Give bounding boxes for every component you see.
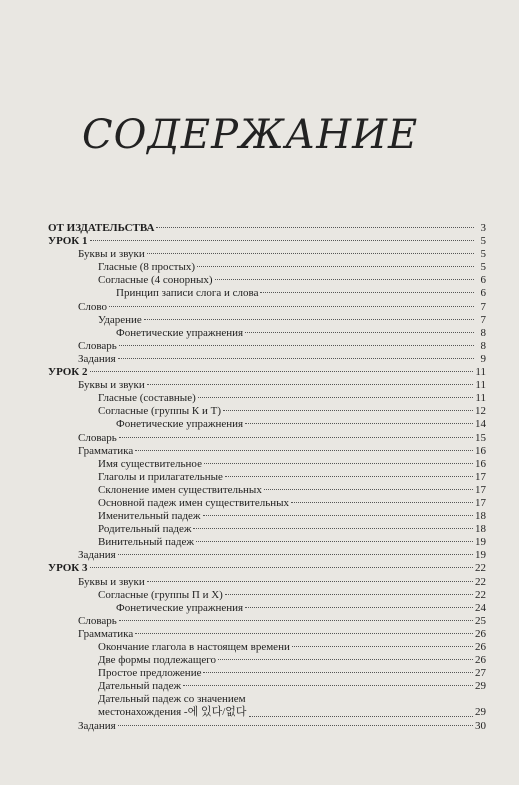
dot-leader [147, 384, 474, 385]
toc-entry-label: Склонение имен существительных [98, 483, 262, 496]
toc-entry-label: Дательный падеж со значением [98, 693, 246, 706]
toc-entry-label: Окончание глагола в настоящем времени [98, 641, 290, 653]
dot-leader [90, 240, 474, 241]
toc-entry-page-number: 6 [480, 274, 486, 287]
toc-entry-page-number: 29 [475, 680, 486, 693]
toc-entry-page-number: 17 [475, 483, 486, 496]
dot-leader [245, 423, 473, 424]
dot-leader [118, 358, 474, 359]
dot-leader [147, 581, 473, 582]
toc-entry-label: Слово [78, 300, 107, 313]
toc-entry-label: Буквы и звуки [78, 248, 145, 261]
toc-entry-page-number: 7 [480, 300, 486, 313]
dot-leader [147, 253, 474, 254]
toc-entry-label: Буквы и звуки [78, 379, 145, 392]
toc-entry[interactable] [48, 379, 486, 392]
dot-leader [144, 319, 474, 320]
toc-entry-page-number: 26 [475, 627, 486, 640]
dot-leader [156, 227, 474, 228]
toc-entry[interactable] [48, 536, 486, 549]
dot-leader [135, 633, 473, 634]
toc-entry-page-number: 5 [480, 235, 486, 248]
toc-entry[interactable] [48, 693, 486, 719]
dot-leader [291, 502, 473, 503]
toc-entry[interactable] [48, 510, 486, 523]
toc-entry[interactable] [48, 340, 486, 353]
toc-entry-label: Словарь [78, 339, 117, 352]
toc-entry-page-number: 16 [475, 444, 486, 457]
toc-entry-label: УРОК 3 [48, 562, 88, 575]
table-of-contents [48, 222, 486, 733]
toc-entry-label: Фонетические упражнения [116, 601, 244, 614]
toc-entry-page-number: 11 [475, 392, 486, 405]
toc-entry[interactable] [48, 549, 486, 562]
toc-entry-label: Буквы и звуки [78, 575, 145, 588]
dot-leader [118, 725, 473, 726]
dot-leader [119, 345, 474, 346]
toc-entry[interactable] [48, 222, 486, 235]
toc-entry-label: Задания [78, 719, 116, 732]
dot-leader [135, 450, 473, 451]
toc-entry[interactable] [48, 523, 486, 536]
toc-entry-label: Простое предложение [98, 667, 202, 680]
toc-entry[interactable] [48, 471, 486, 484]
toc-entry-label: Две формы подлежащего [98, 654, 216, 667]
toc-entry-label: Фонетические упражнения [116, 418, 244, 431]
toc-entry[interactable] [48, 576, 486, 589]
toc-entry[interactable] [48, 274, 486, 287]
dot-leader [203, 515, 473, 516]
toc-entry-label: Основной падеж имен существительных [98, 496, 290, 509]
toc-entry-page-number: 26 [475, 641, 486, 653]
toc-entry[interactable] [48, 628, 486, 641]
dot-leader [196, 541, 473, 542]
toc-entry-page-number: 25 [475, 614, 486, 627]
toc-entry[interactable] [48, 445, 486, 458]
toc-entry-label: Согласные (4 сонорных) [98, 274, 213, 287]
toc-entry-page-number: 22 [475, 588, 486, 601]
toc-entry-page-number: 19 [475, 536, 486, 549]
toc-entry[interactable] [48, 562, 486, 575]
toc-entry-label: Ударение [98, 313, 142, 326]
dot-leader [204, 463, 473, 464]
toc-entry-label: Грамматика [78, 627, 134, 640]
toc-entry[interactable] [48, 458, 486, 471]
toc-entry-page-number: 22 [475, 575, 486, 588]
toc-entry-label: Глаголы и прилагательные [98, 470, 223, 483]
toc-entry[interactable] [48, 432, 486, 445]
toc-entry-page-number: 5 [480, 261, 486, 274]
toc-entry-label: Дательный падеж [98, 680, 182, 693]
toc-entry[interactable] [48, 366, 486, 379]
toc-entry[interactable] [48, 353, 486, 366]
toc-entry-label: Задания [78, 549, 116, 562]
toc-entry[interactable] [48, 484, 486, 497]
toc-entry[interactable] [48, 641, 486, 654]
toc-entry-page-number: 15 [475, 431, 486, 444]
dot-leader [223, 410, 473, 411]
toc-entry-page-number: 5 [480, 248, 486, 261]
toc-entry-label: Грамматика [78, 444, 134, 457]
toc-entry-label: Фонетические упражнения [116, 326, 244, 339]
toc-entry-page-number: 3 [480, 222, 486, 234]
toc-entry[interactable] [48, 720, 486, 733]
toc-entry-page-number: 16 [475, 457, 486, 470]
toc-entry[interactable] [48, 261, 486, 274]
toc-entry-label: Винительный падеж [98, 536, 194, 549]
toc-entry-page-number: 8 [480, 339, 486, 352]
page-title: СОДЕРЖАНИЕ [82, 112, 419, 158]
toc-entry-page-number: 9 [480, 352, 486, 365]
toc-entry[interactable] [48, 680, 486, 693]
toc-entry-label: ОТ ИЗДАТЕЛЬСТВА [48, 222, 155, 234]
dot-leader [90, 567, 473, 568]
toc-entry-label: Имя существительное [98, 457, 202, 470]
toc-entry[interactable] [48, 589, 486, 602]
toc-entry-page-number: 12 [475, 405, 486, 418]
toc-entry-label: Именительный падеж [98, 510, 201, 523]
toc-entry-label: Гласные (составные) [98, 392, 196, 405]
toc-entry[interactable] [48, 497, 486, 510]
toc-entry-label: УРОК 2 [48, 366, 88, 379]
toc-entry[interactable] [48, 301, 486, 314]
dot-leader [245, 332, 474, 333]
toc-entry-page-number: 17 [475, 496, 486, 509]
dot-leader [264, 489, 473, 490]
toc-entry-page-number: 22 [475, 562, 486, 575]
dot-leader [203, 672, 473, 673]
dot-leader [215, 279, 474, 280]
toc-entry-label: УРОК 1 [48, 235, 88, 248]
toc-entry[interactable] [48, 392, 486, 405]
toc-entry-page-number: 27 [475, 667, 486, 680]
toc-entry-label: Словарь [78, 614, 117, 627]
toc-entry[interactable] [48, 654, 486, 667]
dot-leader [119, 620, 473, 621]
toc-entry-label: Согласные (группы К и Т) [98, 405, 222, 418]
toc-entry-page-number: 18 [475, 510, 486, 523]
toc-entry-page-number: 29 [475, 706, 486, 719]
toc-entry[interactable] [48, 602, 486, 615]
toc-entry-page-number: 7 [480, 313, 486, 326]
toc-entry[interactable] [48, 615, 486, 628]
toc-entry[interactable] [48, 405, 486, 418]
toc-entry-page-number: 8 [480, 326, 486, 339]
dot-leader [292, 646, 473, 647]
dot-leader [260, 292, 474, 293]
toc-entry-page-number: 26 [475, 654, 486, 667]
dot-leader [119, 437, 473, 438]
toc-entry[interactable] [48, 287, 486, 300]
dot-leader [225, 594, 473, 595]
toc-entry-page-number: 17 [475, 470, 486, 483]
dot-leader [118, 554, 473, 555]
toc-entry[interactable] [48, 248, 486, 261]
dot-leader [90, 371, 474, 372]
toc-entry[interactable] [48, 327, 486, 340]
toc-entry-label: Родительный падеж [98, 523, 192, 536]
dot-leader [245, 607, 473, 608]
toc-entry-page-number: 18 [475, 523, 486, 536]
toc-entry-label: Задания [78, 352, 116, 365]
toc-entry-label: Словарь [78, 431, 117, 444]
dot-leader [197, 266, 474, 267]
toc-entry[interactable] [48, 667, 486, 680]
toc-entry-page-number: 11 [475, 379, 486, 392]
dot-leader [109, 306, 474, 307]
toc-entry-page-number: 14 [475, 418, 486, 431]
toc-entry-label: Согласные (группы П и Х) [98, 588, 223, 601]
toc-entry[interactable] [48, 418, 486, 431]
toc-entry-page-number: 19 [475, 549, 486, 562]
dot-leader [218, 659, 473, 660]
toc-entry-label: Гласные (8 простых) [98, 261, 196, 274]
toc-entry-page-number: 24 [475, 601, 486, 614]
toc-entry[interactable] [48, 235, 486, 248]
dot-leader [249, 716, 474, 717]
toc-entry-page-number: 6 [480, 287, 486, 300]
dot-leader [193, 528, 473, 529]
dot-leader [183, 685, 473, 686]
toc-entry-page-number: 11 [475, 366, 486, 379]
toc-entry-label-continued: местонахождения -에 있다/없다 [98, 706, 247, 719]
toc-entry[interactable] [48, 314, 486, 327]
dot-leader [198, 397, 474, 398]
toc-entry-page-number: 30 [475, 719, 486, 732]
toc-entry-label: Принцип записи слога и слова [116, 287, 259, 300]
dot-leader [225, 476, 473, 477]
